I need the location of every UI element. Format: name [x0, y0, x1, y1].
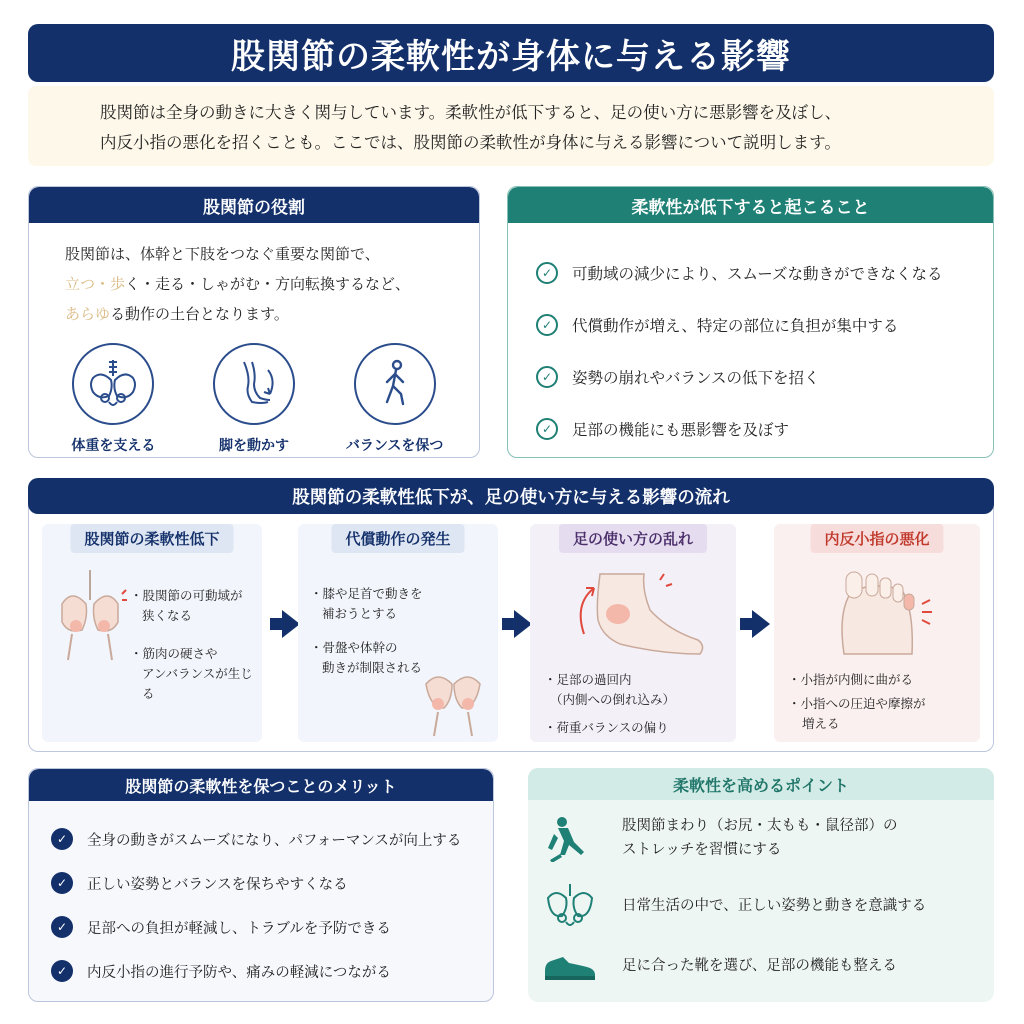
role-header: 股関節の役割: [29, 187, 479, 223]
stretching-person-icon: [542, 814, 598, 862]
tip-text: 股関節まわり（お尻・太もも・鼠径部）の ストレッチを習慣にする: [622, 818, 898, 858]
merit-item: [51, 949, 493, 993]
pelvis-icon: [72, 343, 154, 425]
flow-step-text: ・膝や足首で動きを 補おうとする ・骨盤や体幹の 動きが制限される: [310, 586, 423, 675]
check-icon: ✓: [51, 828, 73, 850]
decline-item: [536, 351, 993, 403]
decline-section: [507, 186, 994, 458]
flow-header: 股関節の柔軟性低下が、足の使い方に与える影響の流れ: [28, 478, 994, 514]
tip-item: [542, 942, 897, 990]
tips-header: 柔軟性を高めるポイント: [528, 768, 994, 800]
check-icon: ✓: [536, 418, 558, 440]
intro-panel: [28, 86, 994, 166]
flow-step-label: 内反小指の悪化: [810, 524, 943, 553]
decline-header: 柔軟性が低下すると起こること: [508, 187, 993, 223]
decline-item: [536, 403, 993, 455]
flow-step-3: [530, 524, 736, 742]
tip-text: 日常生活の中で、正しい姿勢と動きを意識する: [622, 898, 927, 914]
hip-joint-icon: [52, 564, 128, 664]
intro-line-2: 内反小指の悪化を招くことも。ここでは、股関節の柔軟性が身体に与える影響について説明します。: [100, 133, 841, 152]
flow-step-2: [298, 524, 498, 742]
flow-step-text: ・小指が内側に曲がる ・小指への圧迫や摩擦が 増える: [788, 672, 926, 731]
tip-item: [542, 882, 926, 930]
title-bar: [28, 24, 994, 82]
flow-step-4: [774, 524, 980, 742]
role-line-3: [65, 299, 479, 329]
role-description: [29, 223, 479, 329]
decline-list: [508, 223, 993, 455]
decline-item: [536, 247, 993, 299]
role-line-3b: る動作の土台となります。: [110, 305, 289, 323]
flow-step-text: ・股関節の可動域が 狭くなる ・筋肉の硬さや アンバランスが生じる: [130, 588, 253, 701]
tips-section: [528, 768, 994, 1002]
role-label-move: 脚を動かす: [218, 438, 289, 454]
decline-item: [536, 299, 993, 351]
pelvis-knee-icon: [416, 664, 490, 738]
flow-arrow-icon: [752, 610, 770, 638]
role-line-2: [65, 269, 479, 299]
flow-step-label: 足の使い方の乱れ: [559, 524, 707, 553]
role-label-support: 体重を支える: [71, 438, 156, 454]
foot-toes-icon: [824, 564, 944, 664]
merit-section: [28, 768, 494, 1002]
merit-list: [29, 801, 493, 993]
intro-line-1: 股関節は全身の動きに大きく関与しています。柔軟性が低下すると、足の使い方に悪影響を及ぼし、: [100, 103, 842, 122]
role-line-2b: く・走る・しゃがむ・方向転換するなど、: [125, 275, 411, 293]
decline-item-text: 姿勢の崩れやバランスの低下を招く: [572, 369, 820, 387]
check-icon: ✓: [51, 872, 73, 894]
flow-step-text: ・足部の過回内 （内側への倒れ込み） ・荷重バランスの偏り: [544, 672, 676, 735]
check-icon: ✓: [536, 262, 558, 284]
role-icons: [29, 329, 479, 455]
check-icon: ✓: [536, 314, 558, 336]
walking-person-icon: [354, 343, 436, 425]
role-line-3a: あらゆ: [65, 305, 111, 323]
decline-item-text: 可動域の減少により、スムーズな動きができなくなる: [572, 265, 943, 283]
page-title: 股関節の柔軟性が身体に与える影響: [231, 36, 791, 77]
merit-item-text: 全身の動きがスムーズになり、パフォーマンスが向上する: [87, 832, 462, 849]
role-section: [28, 186, 480, 458]
merit-item: [51, 817, 493, 861]
shoe-icon: [542, 942, 598, 990]
merit-header: 股関節の柔軟性を保つことのメリット: [29, 769, 493, 801]
pelvis-icon: [542, 882, 598, 930]
foot-pronation-icon: [560, 564, 710, 664]
merit-item-text: 内反小指の進行予防や、痛みの軽減につながる: [87, 964, 391, 981]
role-line-1: 股関節は、体幹と下肢をつなぐ重要な関節で、: [65, 245, 380, 263]
role-icon-item: [189, 343, 319, 455]
merit-item-text: 足部への負担が軽減し、トラブルを予防できる: [87, 920, 391, 937]
decline-item-text: 代償動作が増え、特定の部位に負担が集中する: [572, 317, 899, 335]
role-icon-item: [48, 343, 178, 455]
check-icon: ✓: [536, 366, 558, 388]
check-icon: ✓: [51, 916, 73, 938]
role-icon-item: [330, 343, 460, 455]
merit-item: [51, 861, 493, 905]
role-label-balance: バランスを保つ: [345, 438, 444, 454]
merit-item: [51, 905, 493, 949]
leg-motion-icon: [213, 343, 295, 425]
tip-text: 足に合った靴を選び、足部の機能も整える: [622, 958, 897, 974]
check-icon: ✓: [51, 960, 73, 982]
decline-item-text: 足部の機能にも悪影響を及ぼす: [572, 421, 790, 439]
tip-item: [542, 814, 898, 862]
flow-step-label: 代償動作の発生: [331, 524, 464, 553]
merit-item-text: 正しい姿勢とバランスを保ちやすくなる: [87, 876, 348, 893]
flow-step-label: 股関節の柔軟性低下: [70, 524, 233, 553]
flow-step-1: [42, 524, 262, 742]
role-line-2a: 立つ・歩: [65, 275, 126, 293]
